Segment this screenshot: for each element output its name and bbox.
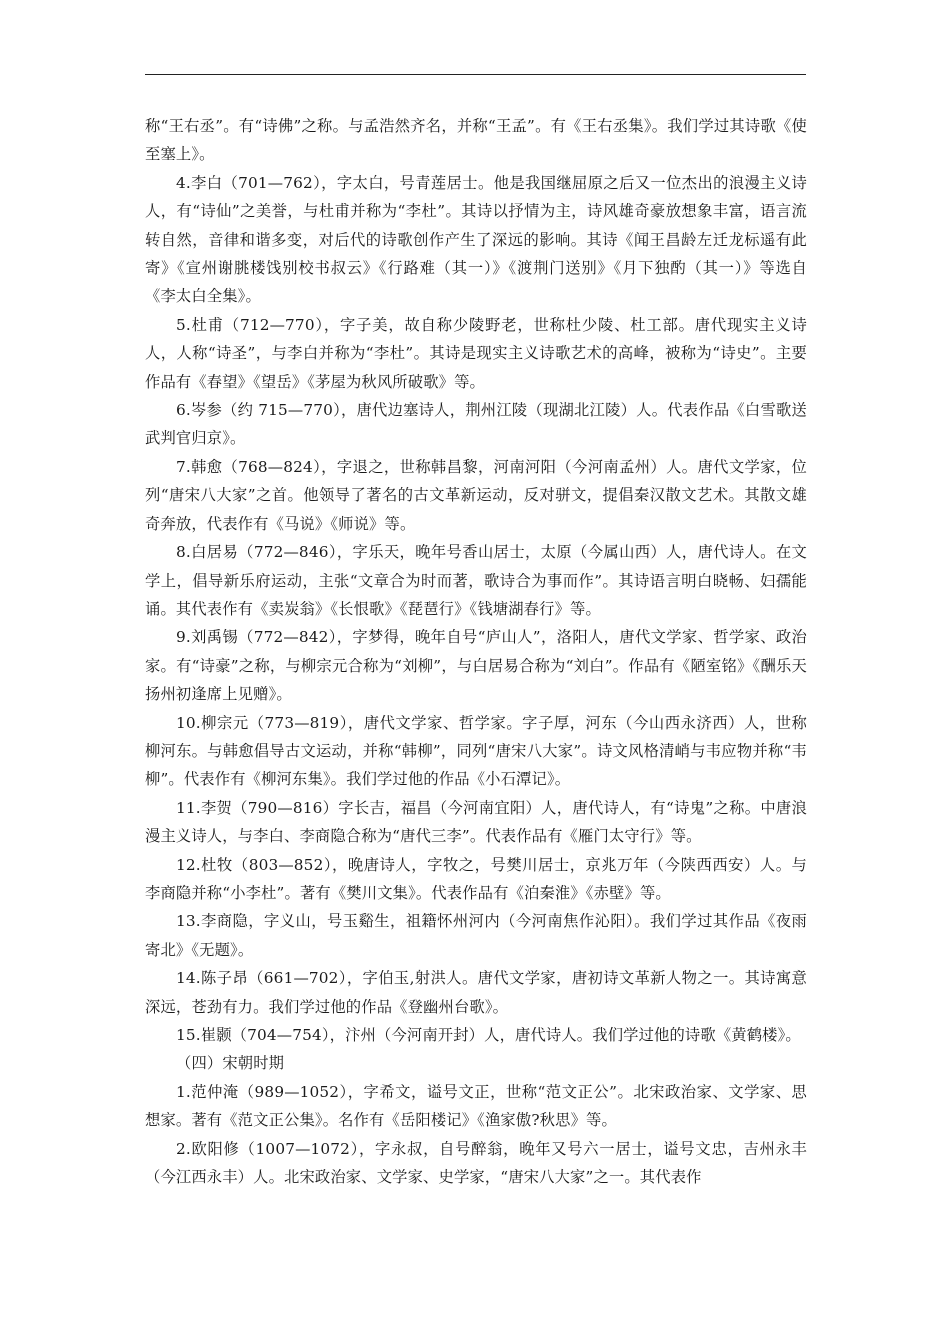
entry-liu-zongyuan: 10.柳宗元（773—819），唐代文学家、哲学家。字子厚，河东（今山西永济西）人，世称柳河东。与韩愈倡导古文运动，并称“韩柳”，同列“唐宋八大家”。诗文风格清峭与韦应物并称“韦柳”。代表作有《柳河东集》。我们学过他的作品《小石潭记》。 <box>145 713 807 789</box>
section-heading-song: （四）宋朝时期 <box>176 1054 285 1073</box>
paragraph-continuation: 称“王右丞”。有“诗佛”之称。与孟浩然齐名，并称“王孟”。有《王右丞集》。我们学过其诗歌《使至塞上》。 <box>145 117 807 164</box>
entry-bai-juyi: 8.白居易（772—846），字乐天，晚年号香山居士，太原（今属山西）人，唐代诗人。在文学上，倡导新乐府运动，主张“文章合为时而著，歌诗合为事而作”。其诗语言明白晓畅、妇孺能诵。其代表作有《卖炭翁》《长恨歌》《琵琶行》《钱塘湖春行》等。 <box>145 543 807 618</box>
header-rule <box>145 74 806 75</box>
entry-li-shangyin: 13.李商隐，字义山，号玉谿生，祖籍怀州河内（今河南焦作沁阳）。我们学过其作品《夜雨寄北》《无题》。 <box>145 912 807 959</box>
body-text <box>145 112 807 1191</box>
entry-cui-hao: 15.崔颢（704—754），汴州（今河南开封）人，唐代诗人。我们学过他的诗歌《黄鹤楼》。 <box>176 1026 801 1044</box>
entry-li-he: 11.李贺（790—816）字长吉，福昌（今河南宜阳）人，唐代诗人，有“诗鬼”之称。中唐浪漫主义诗人，与李白、李商隐合称为“唐代三李”。代表作品有《雁门太守行》等。 <box>145 798 807 846</box>
entry-fan-zhongyan: 1.范仲淹（989—1052），字希文，谥号文正，世称“范文正公”。北宋政治家、文学家、思想家。著有《范文正公集》。名作有《岳阳楼记》《渔家傲?秋思》等。 <box>145 1082 807 1130</box>
entry-cen-shen: 6.岑参（约 715—770），唐代边塞诗人，荆州江陵（现湖北江陵）人。代表作品《白雪歌送武判官归京》。 <box>145 401 807 448</box>
entry-ouyang-xiu: 2.欧阳修（1007—1072），字永叔，自号醉翁，晚年又号六一居士，谥号文忠，吉州永丰（今江西永丰）人。北宋政治家、文学家、史学家，“唐宋八大家”之一。其代表作 <box>145 1139 807 1187</box>
entry-du-fu: 5.杜甫（712—770），字子美，故自称少陵野老，世称杜少陵、杜工部。唐代现实主义诗人，人称“诗圣”，与李白并称为“李杜”。其诗是现实主义诗歌艺术的高峰，被称为“诗史”。主要作品有《春望》《望岳》《茅屋为秋风所破歌》等。 <box>145 315 807 391</box>
entry-du-mu: 12.杜牧（803—852），晚唐诗人，字牧之，号樊川居士，京兆万年（今陕西西安）人。与李商隐并称“小李杜”。著有《樊川文集》。代表作品有《泊秦淮》《赤壁》等。 <box>145 855 807 902</box>
entry-chen-ziang: 14.陈子昂（661—702），字伯玉,射洪人。唐代文学家，唐初诗文革新人物之一。其诗寓意深远，苍劲有力。我们学过他的作品《登幽州台歌》。 <box>145 969 807 1016</box>
entry-liu-yuxi: 9.刘禹锡（772—842），字梦得，晚年自号“庐山人”，洛阳人，唐代文学家、哲学家、政治家。有“诗豪”之称，与柳宗元合称为“刘柳”，与白居易合称为“刘白”。作品有《陋室铭》《酬乐天扬州初逢席上见赠》。 <box>145 628 807 704</box>
entry-han-yu: 7.韩愈（768—824），字退之，世称韩昌黎，河南河阳（今河南孟州）人。唐代文学家，位列“唐宋八大家”之首。他领导了著名的古文革新运动，反对骈文，提倡秦汉散文艺术。其散文雄奇奔放，代表作有《马说》《师说》等。 <box>145 457 807 533</box>
entry-li-bai: 4.李白（701—762），字太白，号青莲居士。他是我国继屈原之后又一位杰出的浪漫主义诗人，有“诗仙”之美誉，与杜甫并称为“李杜”。其诗以抒情为主，诗风雄奇豪放想象丰富，语言流转自然，音律和谐多变，对后代的诗歌创作产生了深远的影响。其诗《闻王昌龄左迁龙标遥有此寄》《宣州谢朓楼饯别校书叔云》《行路难（其一）》《渡荆门送别》《月下独酌（其一）》等选自《李太白全集》。 <box>145 173 807 306</box>
